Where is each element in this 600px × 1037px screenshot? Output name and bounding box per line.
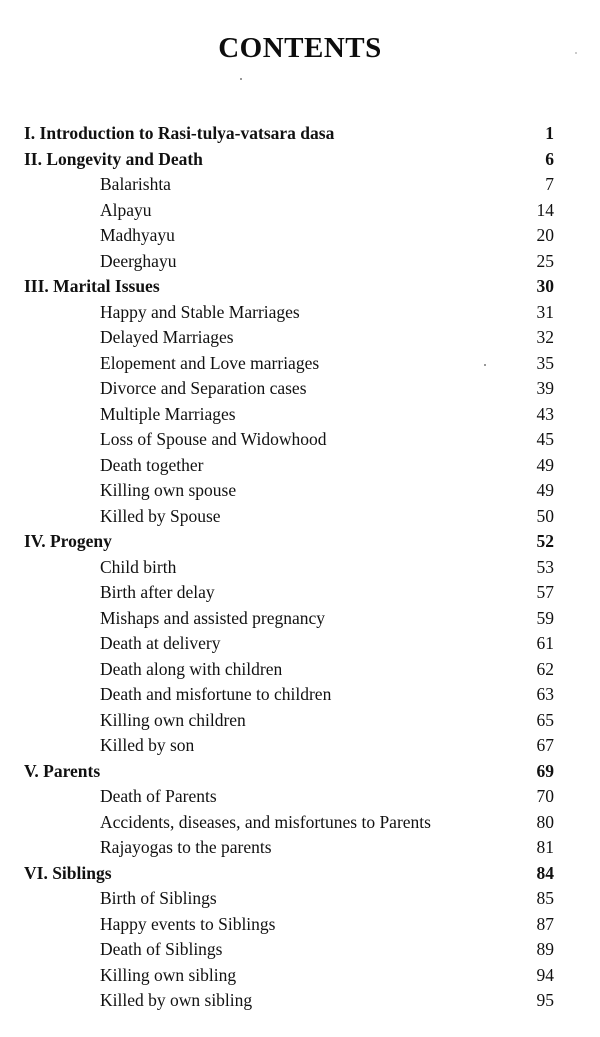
scan-speck (484, 364, 486, 366)
toc-entry-label: Birth of Siblings (100, 888, 217, 908)
scan-speck (575, 52, 577, 54)
toc-page-number: 84 (536, 862, 554, 883)
toc-section-entry (24, 784, 554, 810)
toc-entry-label: Madhyayu (100, 225, 175, 245)
toc-entry-label: Killed by own sibling (100, 990, 253, 1010)
toc-section-entry (24, 963, 554, 989)
scan-speck (240, 78, 242, 80)
toc-section-entry (24, 606, 554, 632)
toc-section-entry (24, 325, 554, 351)
toc-entry-label: I. Introduction to Rasi-tulya-vatsara dasa (24, 123, 335, 143)
toc-page-number: 31 (536, 301, 554, 322)
toc-entry-label: Happy events to Siblings (100, 913, 276, 934)
toc-section-entry (24, 810, 554, 836)
toc-section-entry (24, 300, 554, 326)
toc-page-number: 59 (536, 607, 554, 628)
toc-page-number: 69 (536, 760, 554, 781)
toc-entry-label: Death of Parents (100, 786, 217, 806)
toc-section-entry (24, 198, 554, 224)
toc-entry-label: Loss of Spouse and Widowhood (100, 429, 327, 449)
toc-entry-label: Killed by Spouse (100, 505, 221, 526)
toc-entry-label: Delayed Marriages (100, 327, 234, 347)
table-of-contents (24, 121, 554, 1014)
toc-page-number: 39 (536, 378, 554, 398)
toc-section-entry (24, 886, 554, 912)
toc-entry-label: Alpayu (100, 199, 152, 220)
toc-entry-label: Death together (100, 454, 204, 475)
toc-page-number: 89 (536, 939, 554, 959)
toc-section-entry (24, 249, 554, 275)
toc-page-number: 32 (536, 327, 554, 347)
toc-entry-label: Killing own spouse (100, 480, 237, 500)
toc-chapter-entry (24, 274, 554, 300)
toc-entry-label: Death of Siblings (100, 939, 223, 959)
toc-page-number: 50 (536, 505, 554, 526)
toc-section-entry (24, 682, 554, 708)
toc-entry-label: Multiple Marriages (100, 403, 236, 424)
toc-entry-label: Divorce and Separation cases (100, 378, 307, 398)
toc-section-entry (24, 453, 554, 479)
toc-section-entry (24, 402, 554, 428)
toc-entry-label: Killed by son (100, 735, 195, 755)
toc-entry-label: V. Parents (24, 760, 101, 781)
toc-section-entry (24, 988, 554, 1014)
toc-entry-label: Deerghayu (100, 250, 177, 271)
toc-section-entry (24, 733, 554, 759)
toc-section-entry (24, 657, 554, 683)
toc-entry-label: Birth after delay (100, 582, 215, 602)
toc-page-number: 80 (536, 811, 554, 832)
toc-section-entry (24, 631, 554, 657)
toc-chapter-entry (24, 121, 554, 147)
toc-entry-label: Rajayogas to the parents (100, 837, 272, 857)
toc-entry-label: IV. Progeny (24, 531, 112, 551)
toc-entry-label: III. Marital Issues (24, 276, 160, 296)
toc-page-number: 45 (536, 429, 554, 449)
toc-entry-label: Death and misfortune to children (100, 684, 332, 704)
toc-page-number: 20 (536, 225, 554, 245)
toc-page-number: 43 (536, 403, 554, 424)
toc-section-entry (24, 351, 554, 377)
toc-chapter-entry (24, 147, 554, 173)
toc-page-number: 62 (536, 658, 554, 679)
toc-page-number: 57 (536, 582, 554, 602)
toc-page-number: 94 (536, 964, 554, 985)
toc-page-number: 95 (536, 990, 554, 1010)
toc-page-number: 65 (536, 709, 554, 730)
toc-entry-label: Balarishta (100, 174, 171, 194)
toc-page-number: 49 (536, 480, 554, 500)
toc-page-number: 70 (536, 786, 554, 806)
toc-page-number: 53 (536, 556, 554, 577)
toc-section-entry (24, 504, 554, 530)
toc-section-entry (24, 555, 554, 581)
toc-entry-label: Death at delivery (100, 633, 221, 653)
toc-entry-label: Child birth (100, 556, 177, 577)
toc-page-number: 25 (536, 250, 554, 271)
toc-entry-label: Happy and Stable Marriages (100, 301, 300, 322)
toc-entry-label: VI. Siblings (24, 862, 112, 883)
toc-page-number: 7 (545, 174, 554, 194)
toc-section-entry (24, 172, 554, 198)
toc-entry-label: Killing own sibling (100, 964, 237, 985)
toc-page-number: 6 (545, 148, 554, 169)
toc-section-entry (24, 427, 554, 453)
toc-chapter-entry (24, 861, 554, 887)
toc-entry-label: II. Longevity and Death (24, 148, 203, 169)
toc-section-entry (24, 835, 554, 861)
toc-entry-label: Killing own children (100, 709, 246, 730)
toc-section-entry (24, 580, 554, 606)
page-title: CONTENTS (218, 32, 382, 64)
toc-entry-label: Mishaps and assisted pregnancy (100, 607, 326, 628)
toc-entry-label: Accidents, diseases, and misfortunes to Parents (100, 811, 431, 832)
toc-entry-label: Elopement and Love marriages (100, 352, 320, 373)
toc-section-entry (24, 478, 554, 504)
toc-section-entry (24, 376, 554, 402)
toc-page-number: 49 (536, 454, 554, 475)
toc-page-number: 30 (536, 276, 554, 296)
toc-page-number: 14 (536, 199, 554, 220)
toc-chapter-entry (24, 529, 554, 555)
toc-section-entry (24, 912, 554, 938)
toc-page-number: 81 (536, 837, 554, 857)
toc-page-number: 1 (545, 123, 554, 143)
toc-page-number: 52 (536, 531, 554, 551)
toc-page-number: 87 (536, 913, 554, 934)
toc-section-entry (24, 223, 554, 249)
toc-chapter-entry (24, 759, 554, 785)
toc-page-number: 85 (536, 888, 554, 908)
toc-section-entry (24, 937, 554, 963)
toc-page-number: 35 (536, 352, 554, 373)
toc-page-number: 67 (536, 735, 554, 755)
toc-section-entry (24, 708, 554, 734)
toc-page-number: 63 (536, 684, 554, 704)
toc-page-number: 61 (536, 633, 554, 653)
toc-entry-label: Death along with children (100, 658, 283, 679)
